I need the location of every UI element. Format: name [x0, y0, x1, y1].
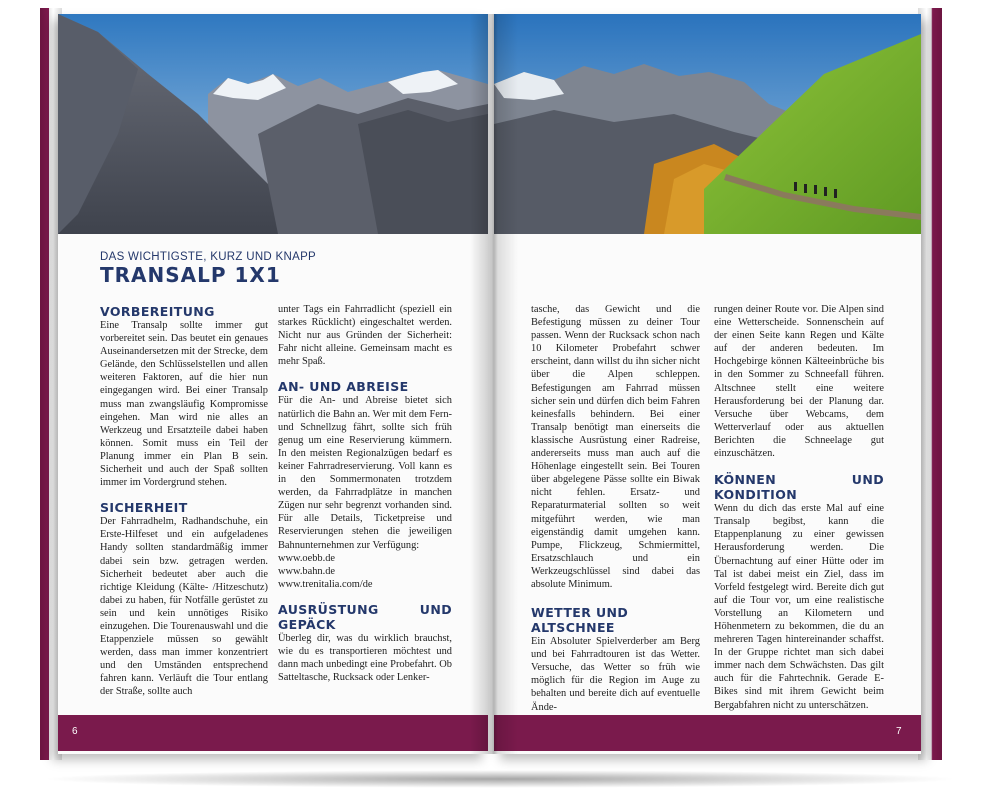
book-shadow [40, 770, 960, 788]
mountain-photo-left [58, 14, 488, 234]
text-koennen: Wenn du dich das erste Mal auf eine Transalp begibst, kann die Etappenplanung zu einer gewissen Herausforderung werden. Die Übernachtung auf einer Hütte oder im Tal ist dabei meist ein Ziel, dass im Vorfeld festgelegt wird. Bereite dich gut auf die Tour vor, um eine realistische Vorstellung an Kilometern und Höhenmetern zu bekommen, die du an mehreren Tagen hintereinander schaffst. In der Gruppe richtet man sich dabei immer nach dem Schwächsten. Das gilt auch für die Fahrtechnik. Gerade E-Bikes sind mit ihrem Gewicht beim Bergabfahren nicht zu unterschätzen. [714, 503, 884, 711]
left-page [58, 14, 488, 754]
text-anreise: Für die An- und Abreise bietet sich natürlich die Bahn an. Wer mit dem Fern- und Schnellzug fährt, sollte sich früh genug um eine Reservierung kümmern. In den meisten Regionalzügen bedarf es keiner Fahrradreservierung. Voll kann es in den Sommermonaten trotzdem werden, da Fahrradplätze in manchen Zügen nur sehr begrenzt vorhanden sind. Für alle Details, Ticketpreise und Reservierungen stehen die jeweiligen Bahnunternehmen zur Verfügung: [278, 395, 452, 551]
text-sicherheit: Der Fahrradhelm, Radhandschuhe, ein Erste-Hilfeset und ein aufgeladenes Handy sollten standardmäßig immer dabei sein bzw. getragen werden. Sicherheit bedeutet aber auch die richtige Kleidung (Kälte- /Hitzeschutz) dabei zu haben, für Notfälle gerüstet zu sein und kein unnötiges Risiko einzugehen. Die Tourenauswahl und die Etappenziele müssen so gewählt werden, dass man immer konzentriert und den Umständen entsprechend fahren kann. Verläuft die Tour entlang der Straße, sollte auch [100, 516, 268, 698]
right-column-1 [531, 303, 700, 714]
text-wetter: Ein Absoluter Spielverderber am Berg und bei Fahrradtouren ist das Wetter. Versuche, das Wetter so früh wie möglich für die Region im Auge zu behalten und bereite dich auf eventuelle Ände- [531, 636, 700, 713]
heading-sicherheit: SICHERHEIT [100, 500, 188, 516]
right-page [494, 14, 921, 754]
left-column-2 [278, 303, 452, 684]
footer-bar-left [58, 715, 488, 751]
footer-bar-right [494, 715, 921, 751]
right-page-stack [918, 8, 942, 760]
link-trenitalia[interactable]: www.trenitalia.com/de [278, 578, 373, 590]
left-column-1 [100, 304, 268, 699]
section-kicker: DAS WICHTIGSTE, KURZ UND KNAPP [100, 251, 317, 263]
text-ausruestung: Überleg dir, was du wirklich brauchst, wie du es transportieren möchtest und dann mach unbedingt eine Probefahrt. Ob Satteltasche, Rucksack oder Lenker- [278, 632, 452, 684]
page-number-left: 6 [72, 726, 78, 737]
page-number-right: 7 [896, 726, 902, 737]
heading-ausruestung: AUSRÜSTUNG UND GEPÄCK [278, 601, 452, 632]
right-column-2 [714, 303, 884, 712]
heading-vorbereitung: VORBEREITUNG [100, 304, 215, 319]
heading-koennen: KÖNNEN UND KONDITION [714, 472, 884, 503]
text-ausruestung-continued: tasche, das Gewicht und die Befestigung müssen zu deiner Tour passen. Wenn der Rucksack schon nach 10 Kilometer Probefahrt schwer erscheint, dann willst du ihn sicher nicht über die Alpen schleppen. Befestigungen am Fahrrad müssen sicher sein und dürfen dich beim Fahren keinesfalls behindern. Bei einer Transalp benötigt man einerseits die klassische Ausrüstung einer Radreise, andererseits muss man auch auf die Höhenlage eingestellt sein. Bei Touren über abgelegene Pässe sollte ein Biwak nicht fehlen. Ersatz- und Reparaturmaterial sollten so weit mitgeführt werden, wie man eigenständig damit umgehen kann. Pumpe, Flickzeug, Schmiermittel, Ersatzschlauch und ein Werkzeugschlüssel sind dabei das absolute Minimum. [531, 304, 700, 590]
mountain-photo-right [494, 14, 921, 234]
text-wetter-continued: rungen deiner Route vor. Die Alpen sind eine Wetterscheide. Sonnenschein auf der einen Seite kann Regen und Kälte auf der anderen bedeuten. Im Hochgebirge können Kälteeinbrüche bis in den Sommer zu Schneefall führen. Altschnee stellt eine weitere Herausforderung bei der Planung dar. Versuche über Webcams, dem Wetterverlauf oder aus aktuellen Berichten die Schneelage gut einzuschätzen. [714, 304, 884, 460]
heading-wetter-line2: ALTSCHNEE [531, 620, 615, 636]
link-bahn[interactable]: www.bahn.de [278, 565, 336, 577]
heading-anreise: AN- UND ABREISE [278, 379, 409, 395]
heading-wetter-line1: WETTER UND [531, 605, 629, 621]
text-vorbereitung: Eine Transalp sollte immer gut vorbereitet sein. Das beutet ein genaues Auseinandersetzen mit der Strecke, dem Gelände, den Schlüsselstellen und allen weiteren Faktoren, auf die hier nun eingegangen wird. Bei einer Transalp muss man zwangsläufig Kompromisse eingehen. Man wird nie alles an Werkzeug und Ersatzteile dabei haben können. Somit muss ein Teil der Planung immer ein Plan B sein. Sicherheit und auch der Spaß sollten immer im Vordergrund stehen. [100, 320, 268, 489]
page-title: TRANSALP 1X1 [100, 263, 281, 287]
text-sicherheit-continued: unter Tags ein Fahrradlicht (speziell ein starkes Rücklicht) eingeschaltet werden. Nicht nur aus Gründen der Sicherheit: Fahr nicht alleine. Gemeinsam macht es mehr Spaß. [278, 304, 452, 368]
link-oebb[interactable]: www.oebb.de [278, 552, 336, 564]
